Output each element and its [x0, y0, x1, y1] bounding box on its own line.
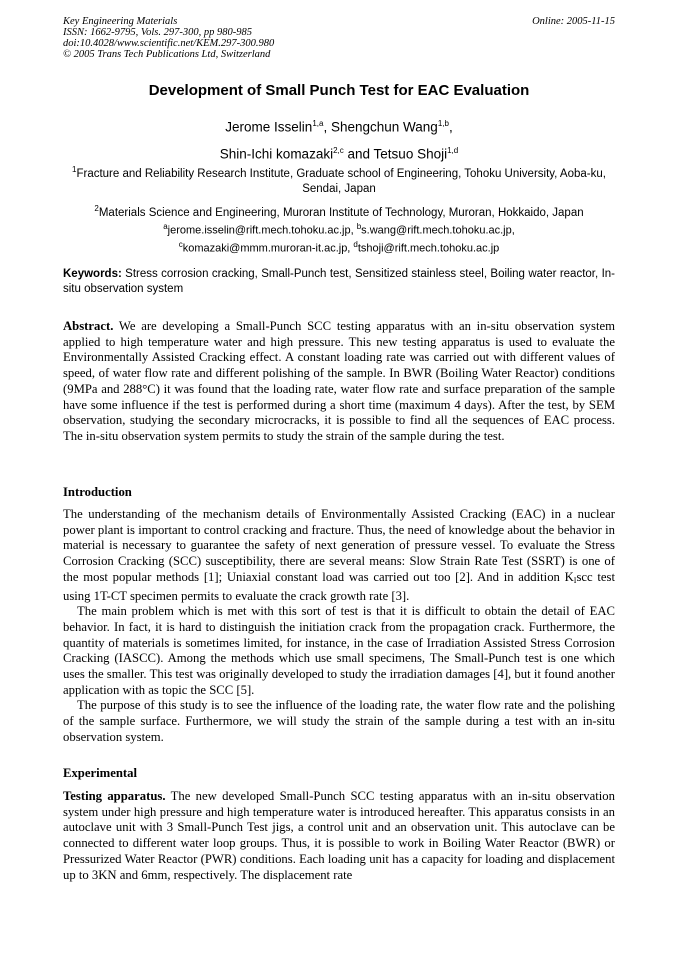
paragraph: The purpose of this study is to see the influence of the loading rate, the water flow rate and the polishing of the sample surface. Furthermore, we will study the strain of the sample during a test with an in-situ observation system. — [63, 698, 615, 744]
keywords — [63, 267, 615, 297]
paragraph: The understanding of the mechanism details of Environmentally Assisted Cracking (EAC) in a nuclear power plant is important to control cracking and fracture. Thus, the need of knowledge about the behavior in material is necessary to guarantee the safety of next generation of pressure vessel. To evaluate the Stress Corrosion Cracking (SCC) susceptibility, there are several means: Slow Strain Rate Test (SSRT) is one of the most popular methods [1]; Uniaxial constant load was carried out too [2]. And in addition $K_Iscc$ test using 1T-CT specimen permits to evaluate the crack growth rate [3]. — [63, 507, 615, 603]
email-link[interactable]: komazaki@mmm.muroran-it.ac.jp, — [182, 242, 354, 255]
journal-header — [63, 16, 615, 60]
author-list: Jerome Isselin$^{1,a}$, Shengchun Wang$^{1,b}$, Shin-Ichi komazaki$^{2,c}$ and Tetsuo Shoji$^{1,d}$ — [219, 119, 459, 161]
affiliation-1: $^1$Fracture and Reliability Research Institute, Graduate school of Engineering, Tohoku University, Aoba-ku, Sendai, Japan — [72, 165, 606, 195]
author-sup: 1,d — [447, 145, 459, 155]
author-name: Tetsuo Shoji — [373, 146, 448, 161]
experimental-body: Testing apparatus. The new developed Small-Punch SCC testing apparatus with an in-situ observation system under high pressure and high temperature water is introduced hereafter. This apparatus consists in an autoclave unit with 3 Small-Punch Test jigs, a control unit and an observation unit. This autoclave can be connected to different water loop groups. Thus, it is possible to work in Boiling Water Reactor (BWR) or Pressurized Water Reactor (PWR) conditions. Each loading unit has a capacity for loading and displacement up to 3KN and 6mm, respectively. The displacement rate — [63, 789, 615, 882]
email-link[interactable]: jerome.isselin@rift.mech.tohoku.ac.jp, — [167, 224, 357, 237]
paragraph: The main problem which is met with this sort of test is that it is difficult to obtain the detail of EAC behavior. In fact, it is hard to distinguish the initiation crack from the propagation crack. Furthermore, the quantity of materials is sometimes limited, for instance, in the case of Irradiation Assisted Stress Corrosion Cracking (IASCC). Among the methods which use small specimens, The Small-Punch test is one which uses the smaller. This test was originally developed to study the irradiation damages [4], but it found another application with as topic the SCC [5]. — [63, 604, 615, 697]
section-heading-introduction: Introduction — [63, 485, 132, 499]
subsection-label: Testing apparatus. — [63, 789, 166, 803]
keywords-label: Keywords: — [63, 268, 122, 280]
author-sup: 1,b — [437, 119, 449, 128]
issn-line: ISSN: 1662-9795, Vols. 297-300, pp 980-985 — [63, 27, 252, 38]
author-sup: 1,a — [312, 119, 324, 128]
section-heading-experimental: Experimental — [63, 766, 138, 780]
keywords-text: Stress corrosion cracking, Small-Punch test, Sensitized stainless steel, Boiling water reactor, In-situ observation system — [63, 268, 615, 295]
introduction-body — [63, 507, 615, 746]
author-name: Shin-Ichi komazaki — [219, 146, 334, 161]
email-link[interactable]: s.wang@rift.mech.tohoku.ac.jp, — [361, 224, 515, 237]
journal-name: Key Engineering Materials — [63, 16, 178, 27]
author-sup: 2,c — [333, 145, 344, 155]
email-link[interactable]: tshoji@rift.mech.tohoku.ac.jp — [357, 242, 500, 255]
author-name: Shengchun Wang — [330, 119, 438, 135]
copyright-line: © 2005 Trans Tech Publications Ltd, Switzerland — [63, 49, 271, 60]
paper-title: Development of Small Punch Test for EAC Evaluation — [148, 82, 530, 99]
doi-line: doi:10.4028/www.scientific.net/KEM.297-300.980 — [63, 38, 275, 49]
abstract — [63, 319, 615, 445]
online-date: Online: 2005-11-15 — [532, 16, 615, 27]
author-emails: $^a$jerome.isselin@rift.mech.tohoku.ac.jp, $^b$s.wang@rift.mech.tohoku.ac.jp, $^c$komazaki@mmm.muroran-it.ac.jp, $^d$tshoji@rift.mech.tohoku.ac.jp — [163, 222, 515, 255]
affiliation-2: $^2$Materials Science and Engineering, Muroran Institute of Technology, Muroran, Hokkaido, Japan — [94, 204, 584, 219]
abstract-label: Abstract. — [63, 319, 114, 333]
abstract-text: We are developing a Small-Punch SCC testing apparatus with an in-situ observation system applied to high temperature water and high pressure. This new testing apparatus is used to evaluate the Environmentally Assisted Cracking effect. A constant loading rate was carried out with different values of speed, of water flow rate and different polishing of the sample. In BWR (Boiling Water Reactor) conditions (9MPa and 288°C) it was found that the loading rate, water flow rate and surface preparation of the sample have some influence if the test is performed during a short time (maximum 4 days). After the test, by SEM observation, studying the secondary microcracks, it is possible to find all the sequences of EAC process. The in-situ observation system permits to study the strain of the sample during the test. — [63, 319, 615, 443]
author-name: Jerome Isselin — [225, 119, 313, 135]
